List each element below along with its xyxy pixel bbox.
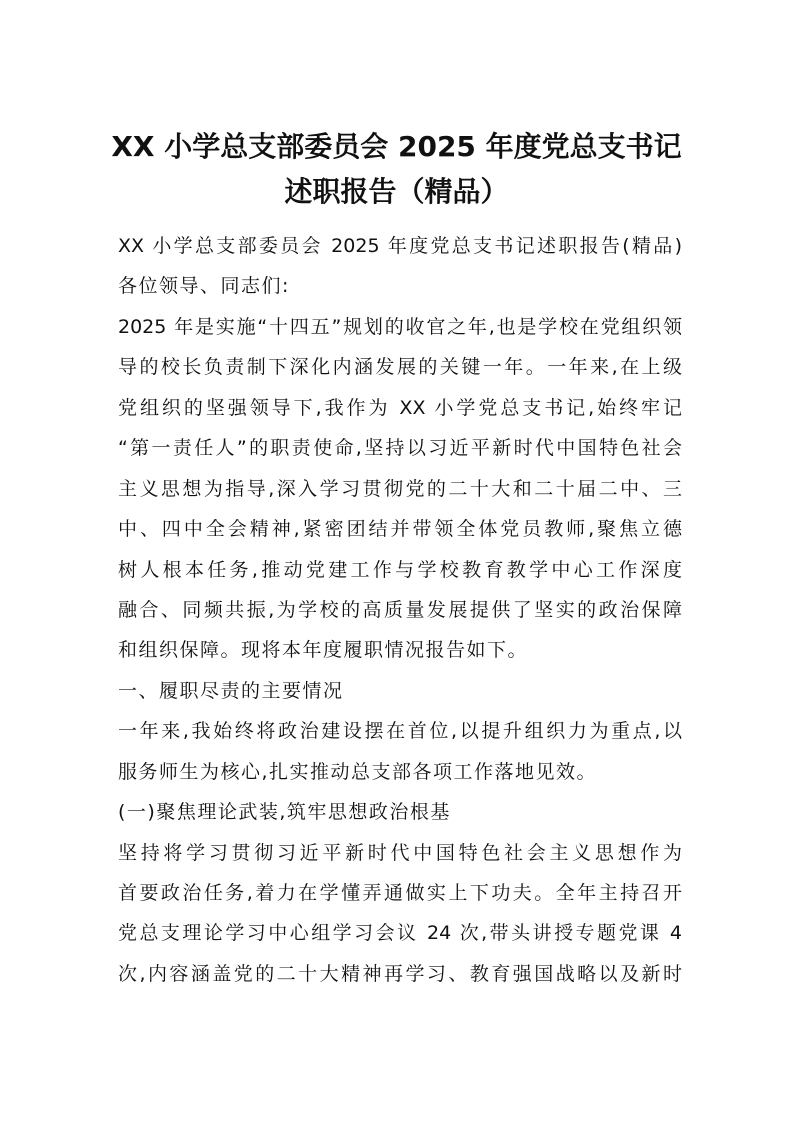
section-heading: 一、履职尽责的主要情况 [118,679,344,702]
paragraph-line: 坚持将学习贯彻习近平新时代中国特色社会主义思想作为 [118,841,682,864]
document-title-line-1: XX 小学总支部委员会 2025 年度党总支书记 [111,130,682,163]
paragraph-line: 首要政治任务,着力在学懂弄通做实上下功夫。全年主持召开 [118,882,682,904]
paragraph-line: 导的校长负责制下深化内涵发展的关键一年。一年来,在上级 [118,356,682,379]
paragraph-line: 服务师生为核心,扎实推动总支部各项工作落地见效。 [118,760,598,783]
subsection-heading: (一)聚焦理论武装,筑牢思想政治根基 [118,801,451,824]
paragraph-line: 党组织的坚强领导下,我作为 XX 小学党总支书记,始终牢记 [118,396,682,419]
paragraph-line: 主义思想为指导,深入学习贯彻党的二十大和二十届二中、三 [118,477,682,500]
paragraph-line: 党总支理论学习中心组学习会议 24 次,带头讲授专题党课 4 [118,922,682,945]
subtitle-line: XX 小学总支部委员会 2025 年度党总支书记述职报告(精品) [118,235,682,257]
document-body [118,226,682,994]
paragraph-line: 树人根本任务,推动党建工作与学校教育教学中心工作深度 [118,558,682,581]
paragraph-line: “第一责任人”的职责使命,坚持以习近平新时代中国特色社会 [118,437,682,460]
paragraph-line: 2025 年是实施“十四五”规划的收官之年,也是学校在党组织领 [118,315,682,338]
salutation: 各位领导、同志们: [118,275,290,298]
paragraph-line: 和组织保障。现将本年度履职情况报告如下。 [118,639,529,662]
paragraph-line: 一年来,我始终将政治建设摆在首位,以提升组织力为重点,以 [118,720,682,743]
document-title-line-2: 述职报告（精品） [284,175,509,208]
paragraph-line: 融合、同频共振,为学校的高质量发展提供了坚实的政治保障 [118,598,682,621]
paragraph-line: 中、四中全会精神,紧密团结并带领全体党员教师,聚焦立德 [118,518,682,541]
paragraph-line: 次,内容涵盖党的二十大精神再学习、教育强国战略以及新时 [118,962,682,985]
